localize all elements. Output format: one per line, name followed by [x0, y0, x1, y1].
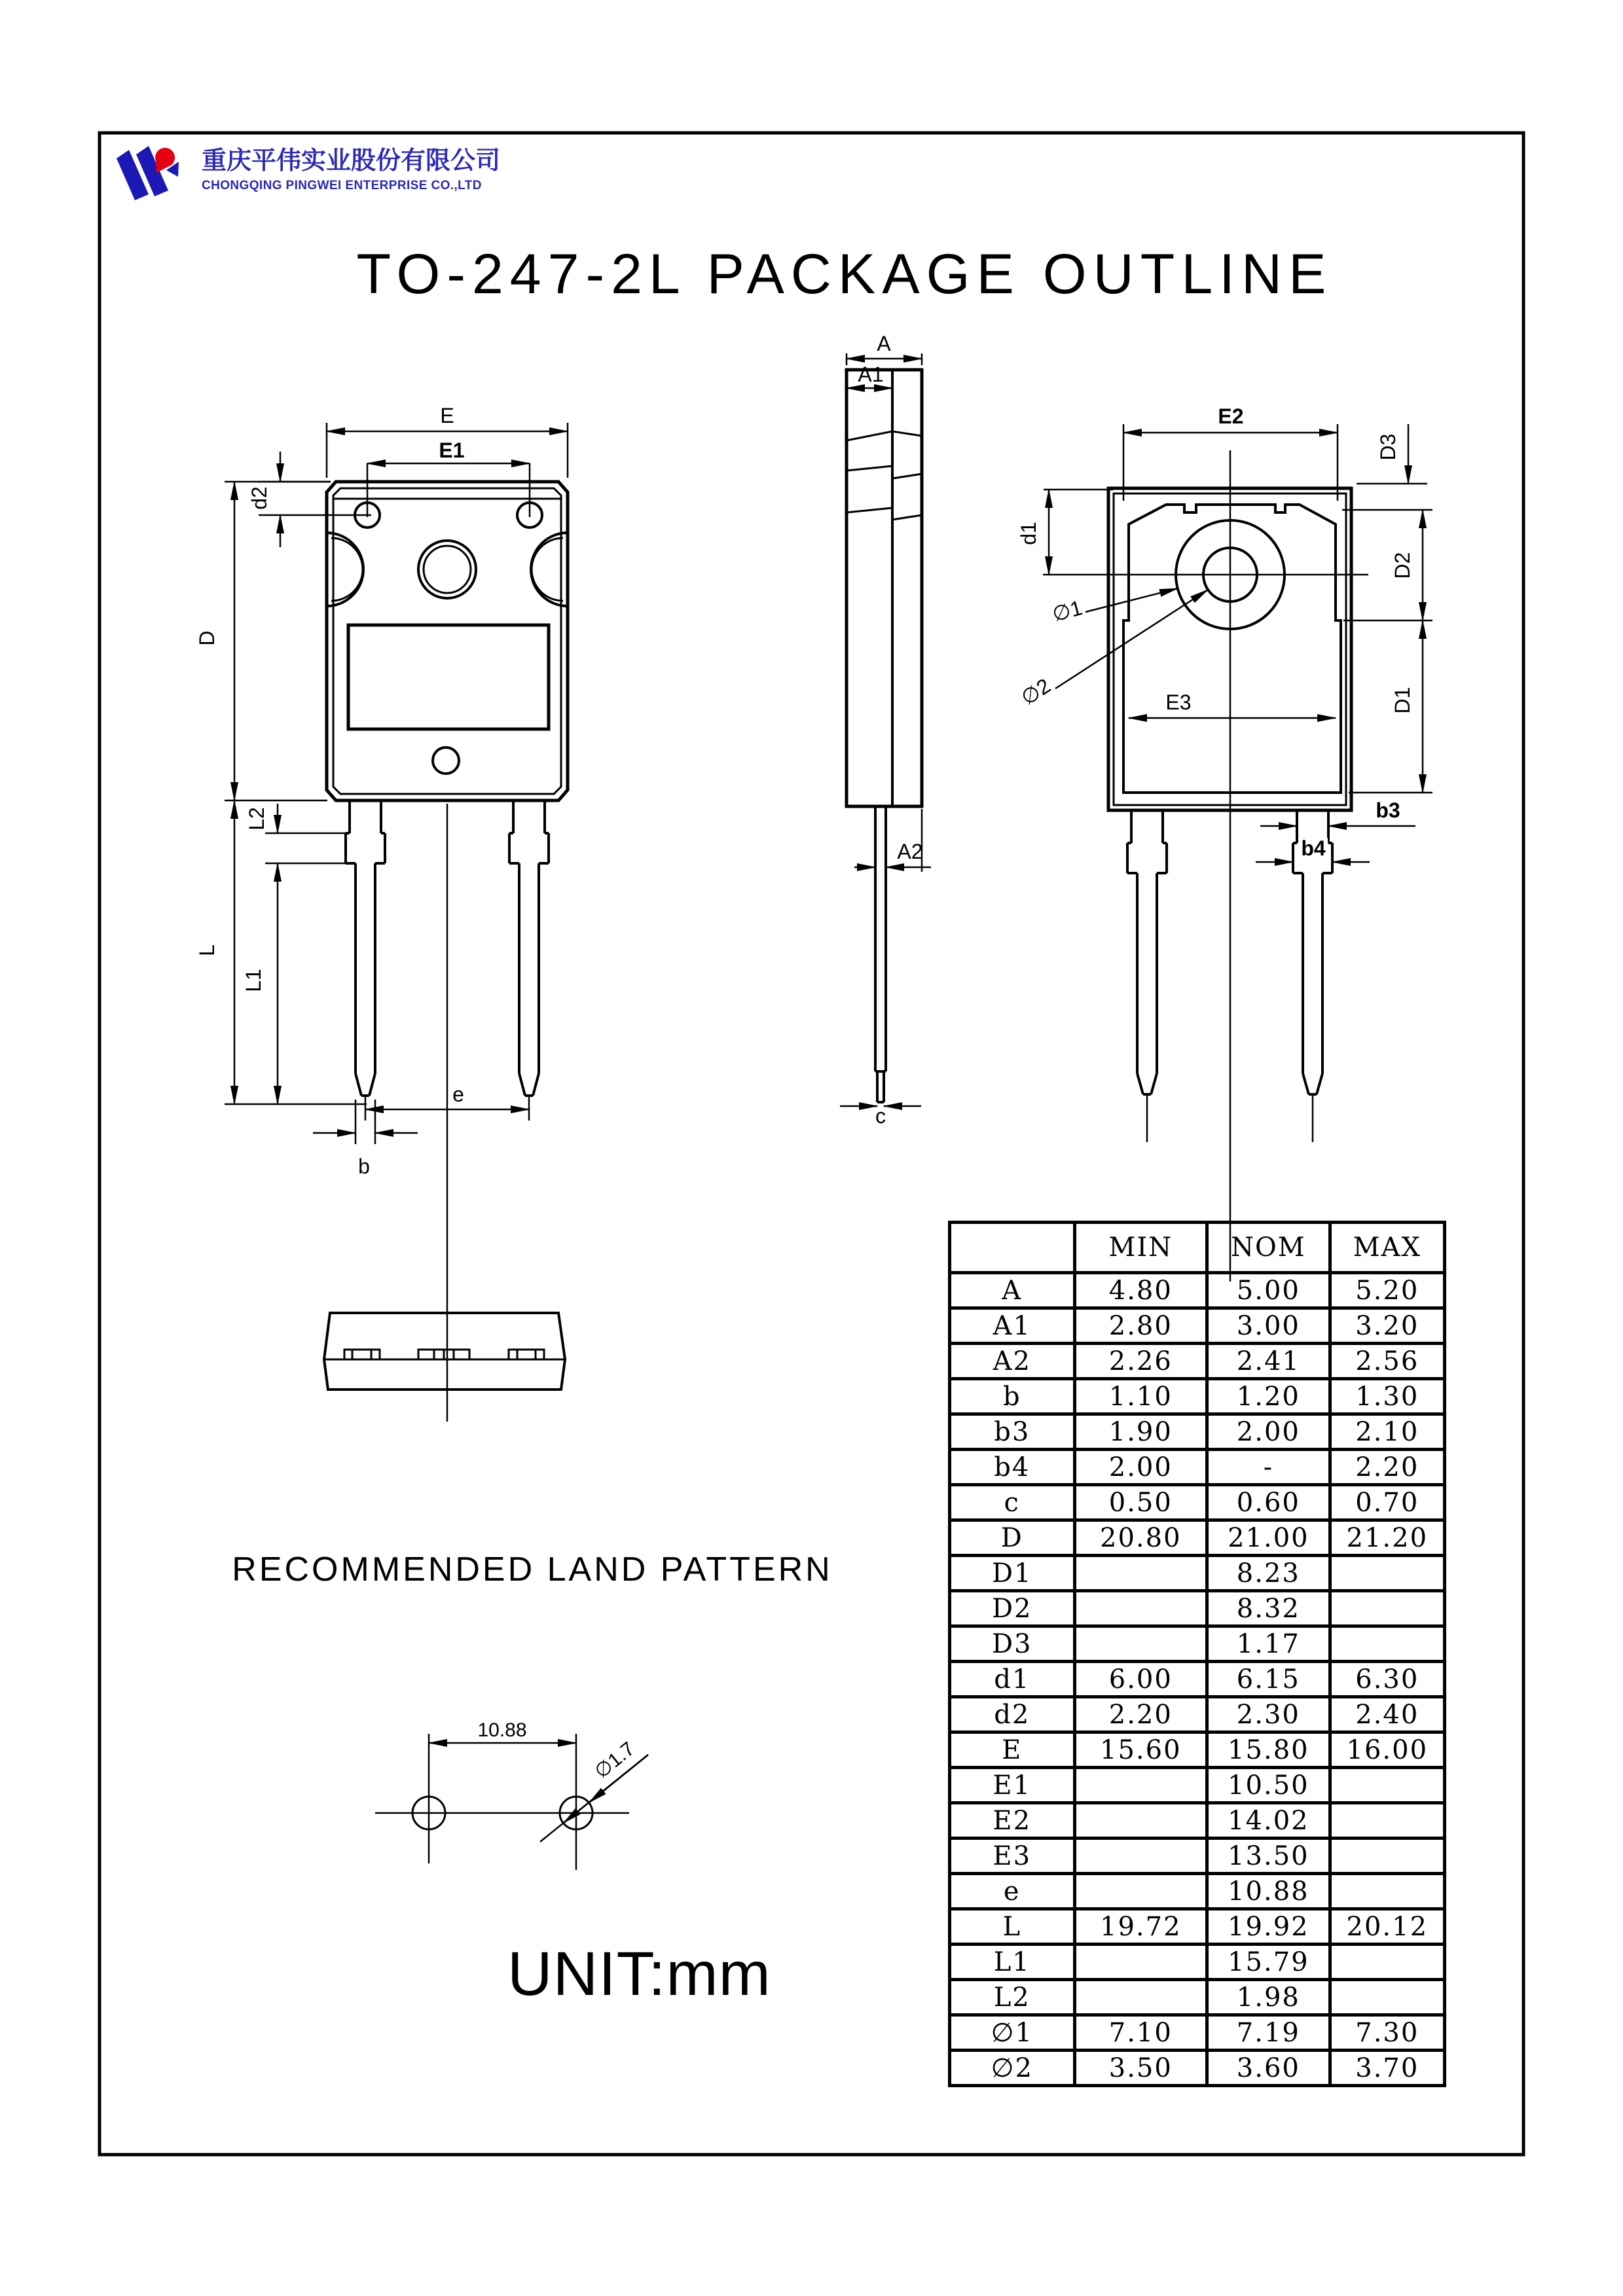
land-pattern-drawing — [375, 1719, 648, 1870]
table-row — [950, 1839, 1445, 1874]
table-cell: A2 — [950, 1344, 1075, 1379]
dim-label-A: A — [877, 332, 891, 355]
table-cell — [1074, 1874, 1207, 1909]
table-row — [950, 1556, 1445, 1591]
table-row — [950, 1662, 1445, 1697]
table-cell: 20.12 — [1330, 1909, 1444, 1945]
company-name-en: CHONGQING PINGWEI ENTERPRISE CO.,LTD — [202, 179, 482, 192]
table-cell: 7.10 — [1074, 2015, 1207, 2051]
table-cell: 2.20 — [1330, 1450, 1444, 1485]
table-row — [950, 1308, 1445, 1344]
table-cell: 3.70 — [1330, 2051, 1444, 2086]
table-cell: 3.20 — [1330, 1308, 1444, 1344]
table-cell: 1.90 — [1074, 1414, 1207, 1450]
table-cell: 2.26 — [1074, 1344, 1207, 1379]
table-cell: 2.40 — [1330, 1697, 1444, 1732]
table-cell: 13.50 — [1207, 1839, 1330, 1874]
table-cell: 2.00 — [1207, 1414, 1330, 1450]
table-cell: E — [950, 1732, 1075, 1768]
table-cell: 1.30 — [1330, 1379, 1444, 1414]
table-cell — [1330, 1839, 1444, 1874]
table-cell: 19.72 — [1074, 1909, 1207, 1945]
table-row — [950, 1732, 1445, 1768]
table-cell: D2 — [950, 1591, 1075, 1626]
dim-label-d2: d2 — [247, 486, 271, 510]
table-cell: 6.30 — [1330, 1662, 1444, 1697]
table-cell: 4.80 — [1074, 1273, 1207, 1308]
table-cell: 1.98 — [1207, 1980, 1330, 2015]
table-cell: E1 — [950, 1768, 1075, 1803]
table-cell: E3 — [950, 1839, 1075, 1874]
table-cell — [1074, 1839, 1207, 1874]
dim-label-c: c — [875, 1104, 886, 1128]
table-cell — [1330, 1803, 1444, 1839]
table-cell: 2.10 — [1330, 1414, 1444, 1450]
table-cell — [1074, 1768, 1207, 1803]
dim-label-b: b — [358, 1155, 370, 1178]
table-cell: 3.00 — [1207, 1308, 1330, 1344]
table-header-cell: MIN — [1074, 1223, 1207, 1273]
unit-note: UNIT:mm — [507, 1939, 771, 2009]
table-cell: 5.00 — [1207, 1273, 1330, 1308]
table-row — [950, 1379, 1445, 1414]
table-cell: ∅1 — [950, 2015, 1075, 2051]
table-cell: D1 — [950, 1556, 1075, 1591]
table-cell: b3 — [950, 1414, 1075, 1450]
table-cell: 0.60 — [1207, 1485, 1330, 1520]
dim-label-L2: L2 — [245, 807, 268, 831]
table-row — [950, 1591, 1445, 1626]
table-row — [950, 2015, 1445, 2051]
dim-label-phi2: ∅2 — [1017, 673, 1055, 710]
table-cell — [1330, 1980, 1444, 2015]
table-cell: 1.20 — [1207, 1379, 1330, 1414]
table-row — [950, 1485, 1445, 1520]
side-view-drawing — [840, 332, 931, 1128]
dim-label-d1: d1 — [1017, 522, 1040, 545]
dim-label-b3: b3 — [1376, 798, 1400, 822]
table-row — [950, 1909, 1445, 1945]
table-cell: 0.70 — [1330, 1485, 1444, 1520]
table-cell: d1 — [950, 1662, 1075, 1697]
table-cell: 10.88 — [1207, 1874, 1330, 1909]
table-cell: 3.60 — [1207, 2051, 1330, 2086]
table-cell: 14.02 — [1207, 1803, 1330, 1839]
table-cell: 1.10 — [1074, 1379, 1207, 1414]
front-view-drawing — [195, 404, 568, 1422]
table-cell — [1330, 1874, 1444, 1909]
dim-label-e: e — [452, 1083, 464, 1106]
bottom-view-drawing — [324, 1313, 565, 1390]
dim-label-E: E — [440, 404, 454, 427]
table-cell: 1.17 — [1207, 1626, 1330, 1662]
back-view-drawing — [1017, 404, 1432, 1282]
table-row — [950, 1450, 1445, 1485]
table-cell: 2.56 — [1330, 1344, 1444, 1379]
table-row — [950, 1344, 1445, 1379]
table-cell — [1330, 1556, 1444, 1591]
table-cell: 15.60 — [1074, 1732, 1207, 1768]
dimension-table-header — [950, 1223, 1445, 1273]
dim-label-E1: E1 — [439, 439, 465, 462]
dim-label-E3: E3 — [1165, 691, 1192, 714]
table-cell: L2 — [950, 1980, 1075, 2015]
table-cell: E2 — [950, 1803, 1075, 1839]
table-cell — [1330, 1591, 1444, 1626]
land-pattern-pad-diameter: ∅1.7 — [591, 1738, 639, 1783]
table-cell — [1074, 1945, 1207, 1980]
table-cell — [1330, 1945, 1444, 1980]
dim-label-A2: A2 — [897, 840, 923, 863]
table-cell: 19.92 — [1207, 1909, 1330, 1945]
dim-label-b4: b4 — [1301, 836, 1326, 860]
dim-label-D3: D3 — [1376, 433, 1400, 461]
dim-label-A1: A1 — [858, 363, 884, 386]
table-row — [950, 1980, 1445, 2015]
table-cell: A1 — [950, 1308, 1075, 1344]
table-row — [950, 1273, 1445, 1308]
table-cell: A — [950, 1273, 1075, 1308]
table-cell: 15.80 — [1207, 1732, 1330, 1768]
table-cell: c — [950, 1485, 1075, 1520]
company-logo-icon — [117, 146, 179, 200]
table-cell: 7.30 — [1330, 2015, 1444, 2051]
dim-label-D1: D1 — [1391, 687, 1414, 714]
table-cell: 16.00 — [1330, 1732, 1444, 1768]
table-row — [950, 1697, 1445, 1732]
table-cell: L1 — [950, 1945, 1075, 1980]
table-cell — [1330, 1626, 1444, 1662]
table-cell: 2.41 — [1207, 1344, 1330, 1379]
table-header-row — [950, 1223, 1445, 1273]
land-pattern-pitch-value: 10.88 — [477, 1719, 527, 1741]
table-cell: D — [950, 1520, 1075, 1556]
land-pattern-heading: RECOMMENDED LAND PATTERN — [232, 1551, 833, 1588]
table-cell: 5.20 — [1330, 1273, 1444, 1308]
table-cell: 7.19 — [1207, 2015, 1330, 2051]
table-cell: e — [950, 1874, 1075, 1909]
table-row — [950, 1803, 1445, 1839]
table-cell: 15.79 — [1207, 1945, 1330, 1980]
dimension-table — [948, 1221, 1446, 2087]
table-row — [950, 1874, 1445, 1909]
table-header-cell — [950, 1223, 1075, 1273]
table-cell: 3.50 — [1074, 2051, 1207, 2086]
table-cell: b4 — [950, 1450, 1075, 1485]
page-title: TO-247-2L PACKAGE OUTLINE — [356, 243, 1333, 306]
table-cell: L — [950, 1909, 1075, 1945]
table-cell: 0.50 — [1074, 1485, 1207, 1520]
dim-label-L: L — [195, 944, 219, 956]
table-cell — [1074, 1556, 1207, 1591]
table-cell: 21.00 — [1207, 1520, 1330, 1556]
table-cell: 10.50 — [1207, 1768, 1330, 1803]
dimension-table-body — [950, 1273, 1445, 2086]
table-cell: 2.00 — [1074, 1450, 1207, 1485]
table-cell: 20.80 — [1074, 1520, 1207, 1556]
table-cell: - — [1207, 1450, 1330, 1485]
table-cell — [1074, 1803, 1207, 1839]
table-header-cell: MAX — [1330, 1223, 1444, 1273]
table-cell: b — [950, 1379, 1075, 1414]
dim-label-D: D — [195, 630, 219, 646]
table-cell: 6.00 — [1074, 1662, 1207, 1697]
table-cell — [1074, 1626, 1207, 1662]
table-row — [950, 1945, 1445, 1980]
table-cell: D3 — [950, 1626, 1075, 1662]
table-cell: 2.20 — [1074, 1697, 1207, 1732]
table-row — [950, 1626, 1445, 1662]
table-cell: 8.23 — [1207, 1556, 1330, 1591]
table-cell — [1074, 1980, 1207, 2015]
table-row — [950, 1414, 1445, 1450]
table-cell: 21.20 — [1330, 1520, 1444, 1556]
table-row — [950, 1520, 1445, 1556]
table-cell: 6.15 — [1207, 1662, 1330, 1697]
dim-label-E2: E2 — [1218, 404, 1244, 428]
table-cell: 2.30 — [1207, 1697, 1330, 1732]
table-header-cell: NOM — [1207, 1223, 1330, 1273]
table-cell — [1074, 1591, 1207, 1626]
dim-label-D2: D2 — [1391, 552, 1414, 579]
table-cell: 2.80 — [1074, 1308, 1207, 1344]
table-row — [950, 1768, 1445, 1803]
table-row — [950, 2051, 1445, 2086]
table-cell: 8.32 — [1207, 1591, 1330, 1626]
dim-label-L1: L1 — [242, 969, 265, 992]
dim-label-phi1: ∅1 — [1049, 596, 1085, 626]
table-cell: d2 — [950, 1697, 1075, 1732]
table-cell: ∅2 — [950, 2051, 1075, 2086]
company-name-cn: 重庆平伟实业股份有限公司 — [202, 147, 501, 175]
table-cell — [1330, 1768, 1444, 1803]
